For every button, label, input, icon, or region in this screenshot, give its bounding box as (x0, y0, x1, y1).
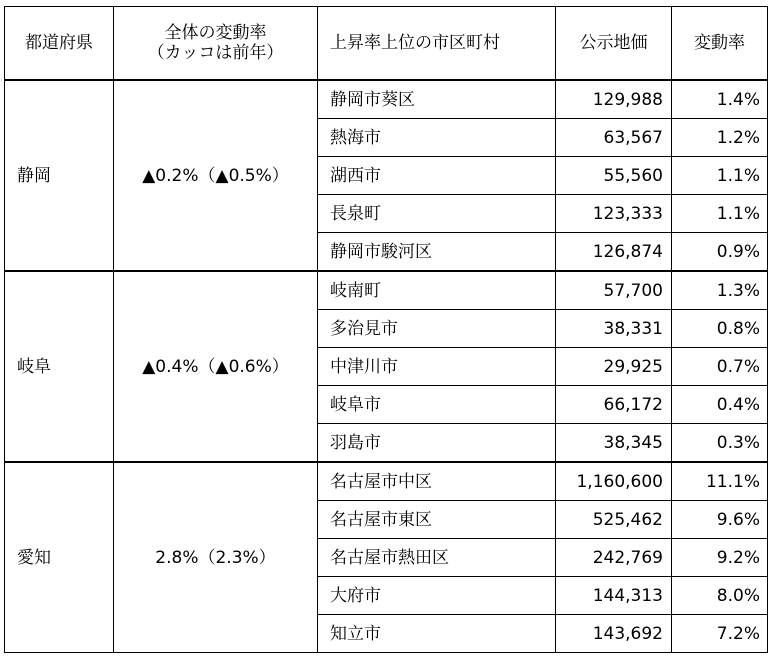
change-rate-cell: 1.4% (672, 80, 768, 119)
change-rate-cell: 1.1% (672, 195, 768, 233)
change-rate-cell: 0.8% (672, 310, 768, 348)
city-cell: 多治見市 (318, 310, 556, 348)
land-price-cell: 29,925 (556, 348, 672, 386)
land-price-cell: 143,692 (556, 615, 672, 653)
land-price-cell: 55,560 (556, 157, 672, 195)
city-cell: 岐阜市 (318, 386, 556, 424)
city-cell: 熱海市 (318, 119, 556, 157)
overall-rate-cell: ▲0.4%（▲0.6%） (114, 271, 318, 462)
header-prefecture: 都道府県 (5, 7, 114, 81)
city-cell: 知立市 (318, 615, 556, 653)
city-cell: 名古屋市中区 (318, 462, 556, 501)
change-rate-cell: 8.0% (672, 577, 768, 615)
change-rate-cell: 9.6% (672, 501, 768, 539)
city-cell: 中津川市 (318, 348, 556, 386)
city-cell: 名古屋市熱田区 (318, 539, 556, 577)
overall-rate-cell: ▲0.2%（▲0.5%） (114, 80, 318, 271)
table-row (5, 462, 768, 501)
header-land-price: 公示地価 (556, 7, 672, 81)
change-rate-cell: 0.3% (672, 424, 768, 463)
change-rate-cell: 1.1% (672, 157, 768, 195)
change-rate-cell: 1.2% (672, 119, 768, 157)
table-row (5, 80, 768, 119)
prefecture-cell: 岐阜 (5, 271, 114, 462)
land-price-cell: 123,333 (556, 195, 672, 233)
city-cell: 大府市 (318, 577, 556, 615)
city-cell: 湖西市 (318, 157, 556, 195)
change-rate-cell: 1.3% (672, 271, 768, 310)
land-price-cell: 525,462 (556, 501, 672, 539)
header-change-rate: 変動率 (672, 7, 768, 81)
city-cell: 静岡市駿河区 (318, 233, 556, 272)
prefecture-cell: 静岡 (5, 80, 114, 271)
header-row (5, 7, 768, 81)
table-row (5, 271, 768, 310)
change-rate-cell: 0.4% (672, 386, 768, 424)
change-rate-cell: 0.7% (672, 348, 768, 386)
city-cell: 長泉町 (318, 195, 556, 233)
city-cell: 名古屋市東区 (318, 501, 556, 539)
header-overall-rate (114, 7, 318, 81)
land-price-cell: 66,172 (556, 386, 672, 424)
city-cell: 岐南町 (318, 271, 556, 310)
change-rate-cell: 11.1% (672, 462, 768, 501)
header-overall-rate-line1: 全体の変動率 (164, 23, 267, 43)
land-price-table (4, 6, 768, 653)
change-rate-cell: 7.2% (672, 615, 768, 653)
land-price-cell: 1,160,600 (556, 462, 672, 501)
land-price-cell: 38,345 (556, 424, 672, 463)
overall-rate-cell: 2.8%（2.3%） (114, 462, 318, 653)
change-rate-cell: 0.9% (672, 233, 768, 272)
header-overall-rate-line2: （カッコは前年） (147, 43, 284, 63)
land-price-cell: 38,331 (556, 310, 672, 348)
land-price-cell: 144,313 (556, 577, 672, 615)
change-rate-cell: 9.2% (672, 539, 768, 577)
land-price-cell: 129,988 (556, 80, 672, 119)
land-price-cell: 57,700 (556, 271, 672, 310)
header-top-cities: 上昇率上位の市区町村 (318, 7, 556, 81)
land-price-cell: 126,874 (556, 233, 672, 272)
land-price-cell: 63,567 (556, 119, 672, 157)
land-price-cell: 242,769 (556, 539, 672, 577)
city-cell: 静岡市葵区 (318, 80, 556, 119)
city-cell: 羽島市 (318, 424, 556, 463)
prefecture-cell: 愛知 (5, 462, 114, 653)
